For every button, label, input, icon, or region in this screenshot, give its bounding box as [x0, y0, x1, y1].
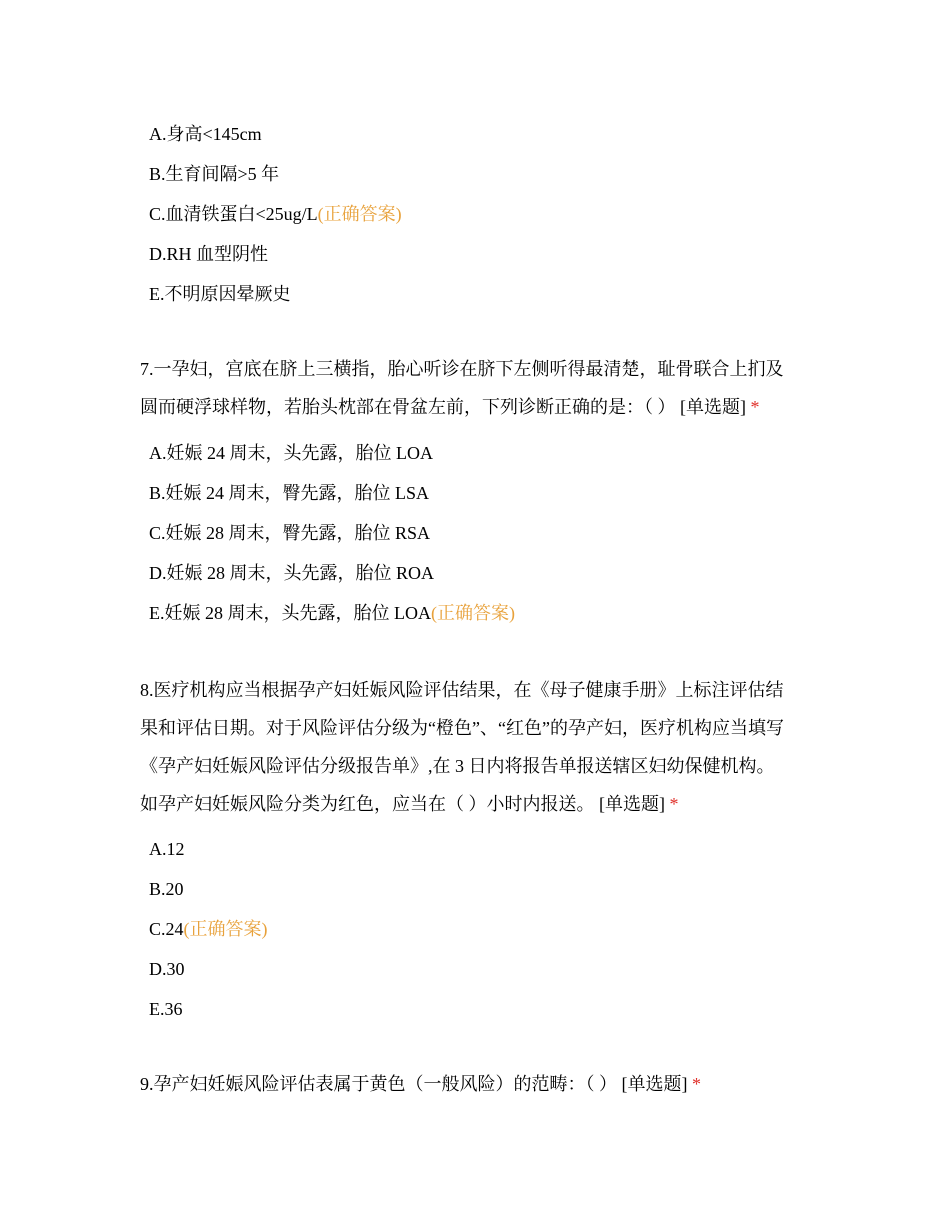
q7-option-d: D.妊娠 28 周末，头先露，胎位 ROA — [149, 563, 435, 583]
required-marker: * — [750, 397, 760, 417]
q6-option-e: E.不明原因晕厥史 — [149, 284, 291, 304]
q7-option-e: E.妊娠 28 周末，头先露，胎位 LOA(正确答案) — [149, 603, 515, 623]
correct-answer-tag: (正确答案) — [317, 204, 402, 224]
q7-option-a: A.妊娠 24 周末，头先露，胎位 LOA — [149, 443, 433, 463]
q9-line-1: 9.孕产妇妊娠风险评估表属于黄色（一般风险）的范畴：（ ） [单选题] * — [140, 1074, 701, 1094]
q6-option-c: C.血清铁蛋白<25ug/L(正确答案) — [149, 204, 402, 224]
q7-option-c: C.妊娠 28 周末，臀先露，胎位 RSA — [149, 523, 431, 543]
q8-option-d: D.30 — [149, 959, 185, 979]
correct-answer-tag: (正确答案) — [431, 603, 515, 623]
q8-line-2: 果和评估日期。对于风险评估分级为“橙色”、“红色”的孕产妇，医疗机构应当填写 — [140, 718, 784, 738]
q8-option-b: B.20 — [149, 879, 184, 899]
q7-option-b: B.妊娠 24 周末，臀先露，胎位 LSA — [149, 483, 430, 503]
q8-line-1: 8.医疗机构应当根据孕产妇妊娠风险评估结果，在《母子健康手册》上标注评估结 — [140, 680, 784, 700]
correct-answer-tag: (正确答案) — [183, 919, 268, 939]
q7-line-2: 圆而硬浮球样物，若胎头枕部在骨盆左前，下列诊断正确的是：（ ） [单选题] * — [140, 397, 760, 417]
q8-option-c: C.24(正确答案) — [149, 919, 268, 939]
q7-line-1: 7.一孕妇，宫底在脐上三横指，胎心听诊在脐下左侧听得最清楚，耻骨联合上扪及 — [140, 359, 784, 379]
q9-question-text — [140, 1065, 820, 1103]
required-marker: * — [669, 794, 679, 814]
q8-line-4: 如孕产妇妊娠风险分类为红色，应当在（ ）小时内报送。 [单选题] * — [140, 794, 679, 814]
q8-option-a: A.12 — [149, 839, 185, 859]
q6-option-d: D.RH 血型阴性 — [149, 244, 269, 264]
q8-option-e: E.36 — [149, 999, 183, 1019]
q6-option-b: B.生育间隔>5 年 — [149, 164, 280, 184]
q8-question-text — [140, 671, 820, 823]
q6-option-a: A.身高<145cm — [149, 124, 262, 144]
q8-line-3: 《孕产妇妊娠风险评估分级报告单》,在 3 日内将报告单报送辖区妇幼保健机构。 — [140, 756, 775, 776]
q7-question-text — [140, 350, 820, 426]
required-marker: * — [692, 1074, 701, 1094]
